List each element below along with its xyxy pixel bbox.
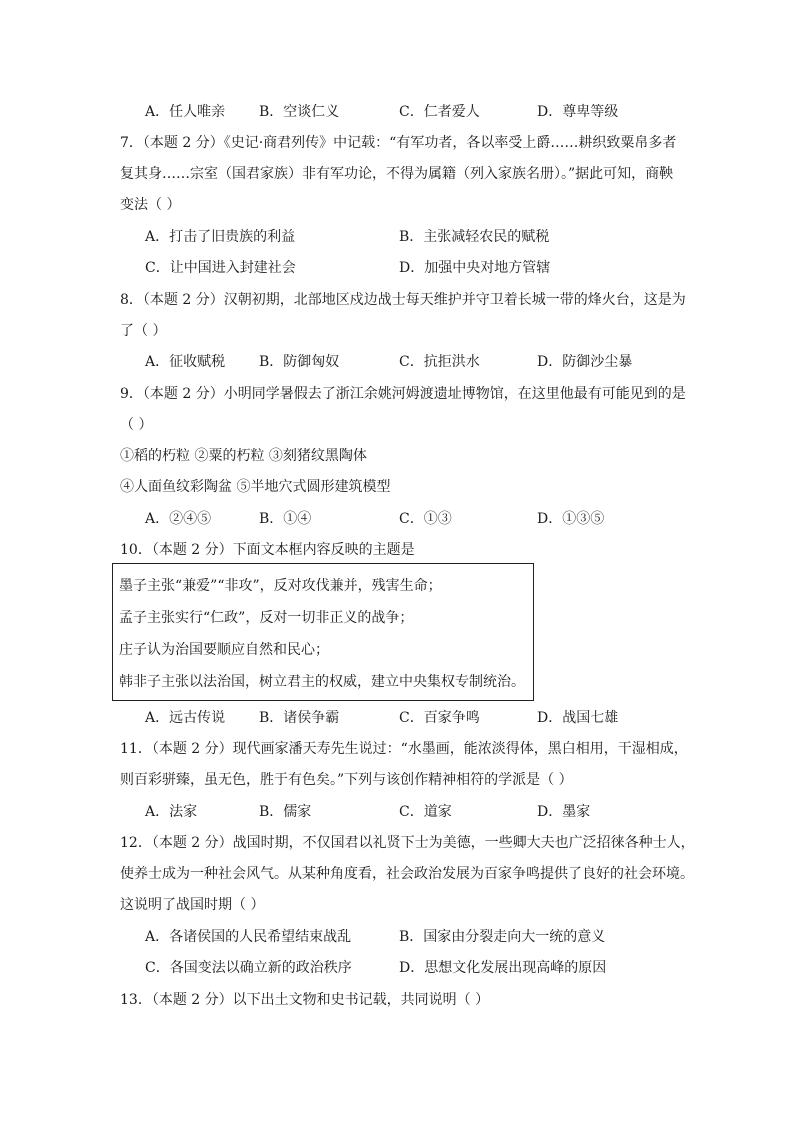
q9-stem-line-1: 9．（本题 2 分）小明同学暑假去了浙江余姚河姆渡遗址博物馆，在这里他最有可能见到的是 (120, 386, 686, 402)
q8-option-a[interactable]: A．征收赋税 (145, 354, 226, 370)
q10-option-a[interactable]: A．远古传说 (145, 710, 226, 726)
q9-items-line-1: ①稻的朽粒 ②粟的朽粒 ③刻猪纹黑陶体 (120, 448, 367, 464)
q7-option-a[interactable]: A．打击了旧贵族的利益 (145, 229, 296, 245)
q10-option-c[interactable]: C．百家争鸣 (399, 710, 480, 726)
q6-options (145, 102, 665, 122)
q11-option-a[interactable]: A．法家 (145, 804, 198, 820)
q9-option-a[interactable]: A．②④⑤ (145, 511, 212, 527)
q9-options (145, 509, 665, 529)
q10-box-line-2: 孟子主张实行“仁政”，反对一切非正义的战争； (119, 610, 414, 626)
q9-stem-line-2: （ ） (120, 417, 153, 433)
q7-options-row-2 (145, 258, 665, 278)
q9-option-c[interactable]: C．①③ (399, 511, 452, 527)
q9-items-line-2: ④人面鱼纹彩陶盆 ⑤半地穴式圆形建筑模型 (120, 479, 391, 495)
q7-stem-line-1: 7．（本题 2 分）《史记·商君列传》中记载：“有军功者，各以率受上爵……耕织致粟帛多者 (120, 135, 677, 151)
q8-option-d[interactable]: D．防御沙尘暴 (537, 354, 633, 370)
q12-option-c[interactable]: C．各国变法以确立新的政治秩序 (145, 960, 352, 976)
q10-box-line-1: 墨子主张“兼爱”“非攻”，反对攻伐兼并，残害生命； (119, 578, 442, 594)
q11-option-b[interactable]: B．儒家 (259, 804, 312, 820)
q13-stem-line-1: 13．（本题 2 分）以下出土文物和史书记载，共同说明（ ） (120, 992, 490, 1008)
q12-stem-line-2: 使养士成为一种社会风气。从某种角度看，社会政治发展为百家争鸣提供了良好的社会环境。 (120, 866, 694, 882)
q7-stem-line-2: 复其身……宗室（国君家族）非有军功论，不得为属籍（列入家族名册）。”据此可知，商鞅 (120, 166, 674, 182)
q10-option-b[interactable]: B．诸侯争霸 (259, 710, 340, 726)
q10-box-line-4: 韩非子主张以法治国，树立君主的权威，建立中央集权专制统治。 (119, 674, 525, 690)
q8-stem-line-2: 了（ ） (120, 323, 167, 339)
q12-options-row-2 (145, 958, 665, 978)
q7-option-b[interactable]: B．主张减轻农民的赋税 (399, 229, 550, 245)
q10-stem-line-1: 10．（本题 2 分）下面文本框内容反映的主题是 (120, 542, 415, 558)
q6-option-b[interactable]: B．空谈仁义 (259, 104, 340, 120)
q9-option-d[interactable]: D．①③⑤ (537, 511, 605, 527)
q9-option-b[interactable]: B．①④ (259, 511, 312, 527)
q11-option-d[interactable]: D．墨家 (537, 804, 591, 820)
q10-box-line-3: 庄子认为治国要顺应自然和民心； (119, 642, 329, 658)
q10-text-box (112, 563, 534, 701)
q10-options (145, 708, 665, 728)
q11-stem-line-2: 则百彩骈臻，虽无色，胜于有色矣。”下列与该创作精神相符的学派是（ ） (120, 772, 573, 788)
q11-stem-line-1: 11．（本题 2 分）现代画家潘天寿先生说过：“水墨画，能浓淡得体，黑白相用，干湿相成， (120, 741, 688, 757)
q12-options-row-1 (145, 927, 665, 947)
q11-option-c[interactable]: C．道家 (399, 804, 452, 820)
q11-options (145, 802, 665, 822)
q7-stem-line-3: 变法（ ） (120, 197, 181, 213)
q6-option-c[interactable]: C．仁者爱人 (399, 104, 480, 120)
q12-stem-line-1: 12．（本题 2 分）战国时期，不仅国君以礼贤下士为美德，一些卿大夫也广泛招徕各种士人， (120, 835, 695, 851)
q10-option-d[interactable]: D．战国七雄 (537, 710, 619, 726)
q6-option-d[interactable]: D．尊卑等级 (537, 104, 619, 120)
q6-option-a[interactable]: A．任人唯亲 (145, 104, 226, 120)
q8-option-b[interactable]: B．防御匈奴 (259, 354, 340, 370)
q8-stem-line-1: 8．（本题 2 分）汉朝初期，北部地区戍边战士每天维护并守卫着长城一带的烽火台，这是为 (120, 292, 686, 308)
q12-stem-line-3: 这说明了战国时期（ ） (120, 897, 265, 913)
q12-option-b[interactable]: B．国家由分裂走向大一统的意义 (399, 929, 606, 945)
q8-option-c[interactable]: C．抗拒洪水 (399, 354, 480, 370)
q7-option-c[interactable]: C．让中国进入封建社会 (145, 260, 296, 276)
q7-options-row-1 (145, 227, 665, 247)
q12-option-d[interactable]: D．思想文化发展出现高峰的原因 (399, 960, 607, 976)
q8-options (145, 352, 665, 372)
q7-option-d[interactable]: D．加强中央对地方管辖 (399, 260, 551, 276)
q12-option-a[interactable]: A．各诸侯国的人民希望结束战乱 (145, 929, 352, 945)
